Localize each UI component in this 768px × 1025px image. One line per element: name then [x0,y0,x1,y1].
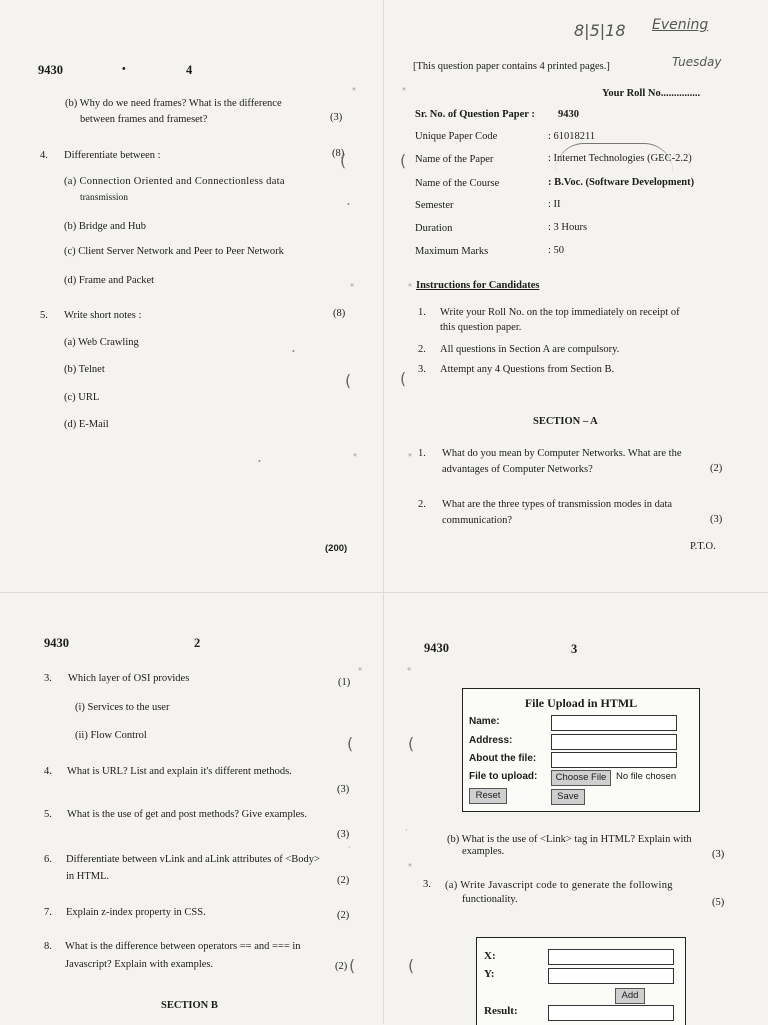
question-text: Differentiate between vLink and aLink attributes of <Body> [66,854,320,865]
save-button: Save [551,789,585,805]
question-marks: (3) [337,784,350,795]
form-label: About the file: [469,753,537,764]
field-label: Maximum Marks [415,246,489,257]
question-text: What is the difference between operators == and === in [65,941,301,952]
form-label: Address: [469,735,513,746]
bracket-mark: ( [408,956,415,975]
y-field [548,968,674,984]
question-part: (b) Telnet [64,364,105,375]
section-title: SECTION – A [533,416,598,427]
handwritten-note: Tuesday [672,55,722,69]
field-value: : II [548,199,561,210]
javascript-add-form-figure [476,937,686,1025]
question-part: (d) E-Mail [64,419,109,430]
question-marks: (3) [710,514,723,525]
question-number: 7. [44,907,52,918]
bracket-mark: ( [345,371,352,390]
field-label: Unique Paper Code [415,131,498,142]
page-footer: (200) [325,543,348,554]
question-part: (d) Frame and Packet [64,275,155,286]
field-value: : 3 Hours [548,222,588,233]
field-value: 9430 [558,109,579,120]
question-marks: (3) [337,829,350,840]
choose-file-button: Choose File [551,770,611,786]
field-value: : Internet Technologies (GEC-2.2) [548,153,692,164]
about-file-field [551,752,677,768]
form-label: Name: [469,716,500,727]
field-label: Sr. No. of Question Paper : [415,109,535,120]
instructions-title: Instructions for Candidates [416,280,540,291]
field-value: : 61018211 [548,131,596,142]
handwritten-note: Evening [652,17,709,33]
instruction-text: Attempt any 4 Questions from Section B. [440,364,615,375]
add-button: Add [615,988,645,1004]
question-number: 1. [418,448,426,459]
question-marks: (8) [332,148,345,159]
bracket-mark: ( [408,734,415,753]
question-number: 5. [40,310,48,321]
question-marks: (3) [330,112,343,123]
question-number: 3. [423,879,431,890]
bracket-mark: ( [347,734,354,753]
question-text: Which layer of OSI provides [68,673,190,684]
question-text: (a) Write Javascript code to generate the following [445,880,673,891]
question-part: (a) Web Crawling [64,337,139,348]
question-text: What do you mean by Computer Networks. What are the [442,448,682,459]
field-label: Semester [415,200,454,211]
question-text: (b) What is the use of <Link> tag in HTML? Explain with [447,834,692,845]
question-text: in HTML. [66,871,110,882]
instruction-number: 3. [418,364,426,375]
question-number: 3. [44,673,52,684]
instruction-number: 1. [418,307,426,318]
question-number: 5. [44,809,52,820]
reset-button: Reset [469,788,507,804]
page-divider-horizontal [0,592,768,593]
question-marks: (2) [335,961,348,972]
question-part: (c) Client Server Network and Peer to Peer Network [64,246,284,257]
bracket-mark: ( [400,151,407,170]
question-part: transmission [80,193,129,203]
page-number: 2 [194,636,201,650]
question-text: Differentiate between : [64,150,161,161]
question-number: 6. [44,854,52,865]
no-file-chosen-text: No file chosen [616,771,677,782]
question-part: (ii) Flow Control [75,730,147,741]
y-label: Y: [484,968,495,980]
question-number: 4. [44,766,52,777]
paper-code: 9430 [44,636,69,650]
question-text: between frames and frameset? [80,114,208,125]
instruction-text: Write your Roll No. on the top immediately on receipt of [440,307,680,318]
paper-code: 9430 [424,641,449,655]
field-value: : B.Voc. (Software Development) [548,177,695,188]
question-number: 8. [44,941,52,952]
address-field [551,734,677,750]
name-field [551,715,677,731]
form-label: File to upload: [469,771,538,782]
question-text: advantages of Computer Networks? [442,464,593,475]
handwritten-date: 8|5|18 [574,21,626,40]
question-part: (a) Connection Oriented and Connectionless data [64,176,285,187]
question-text: communication? [442,515,512,526]
field-label: Duration [415,223,453,234]
form-title: File Upload in HTML [524,696,638,710]
handwritten-circle [555,143,673,172]
pto: P.T.O. [690,541,716,552]
paper-code: 9430 [38,63,63,77]
field-label: Name of the Paper [415,154,494,165]
bracket-mark: ( [400,369,407,388]
question-marks: (2) [337,875,350,886]
question-marks: (1) [338,677,351,688]
section-title: SECTION B [161,1000,218,1011]
instruction-number: 2. [418,344,426,355]
question-text: (b) Why do we need frames? What is the difference [65,98,282,109]
question-text: Write short notes : [64,310,142,321]
question-number: 4. [40,150,48,161]
question-marks: (2) [337,910,350,921]
question-text: examples. [462,846,505,857]
question-text: Javascript? Explain with examples. [65,959,214,970]
field-label: Name of the Course [415,178,500,189]
question-marks: (5) [712,897,725,908]
question-marks: (3) [712,849,725,860]
question-marks: (8) [333,308,346,319]
bracket-mark: ( [349,956,356,975]
field-value: : 50 [548,245,565,256]
bracket-mark: ( [340,151,347,170]
page-number: 3 [571,642,578,656]
question-text: What is the use of get and post methods? Give examples. [67,809,307,820]
x-field [548,949,674,965]
page-divider-vertical [383,0,384,1024]
result-field [548,1005,674,1021]
page-number: 4 [186,63,193,77]
question-text: functionality. [462,894,518,905]
question-marks: (2) [710,463,723,474]
x-label: X: [484,950,496,962]
question-text: What is URL? List and explain it's different methods. [67,766,292,777]
question-text: What are the three types of transmission modes in data [442,499,673,510]
roll-number: Your Roll No............... [602,88,701,99]
question-part: (i) Services to the user [75,702,170,713]
question-part: (c) URL [64,392,100,403]
top-note: [This question paper contains 4 printed pages.] [413,61,610,72]
question-text: Explain z-index property in CSS. [66,907,206,918]
instruction-text: this question paper. [440,322,522,333]
file-upload-form-figure [462,688,700,812]
question-part: (b) Bridge and Hub [64,221,146,232]
question-number: 2. [418,499,426,510]
instruction-text: All questions in Section A are compulsory. [440,344,620,355]
result-label: Result: [484,1005,518,1017]
